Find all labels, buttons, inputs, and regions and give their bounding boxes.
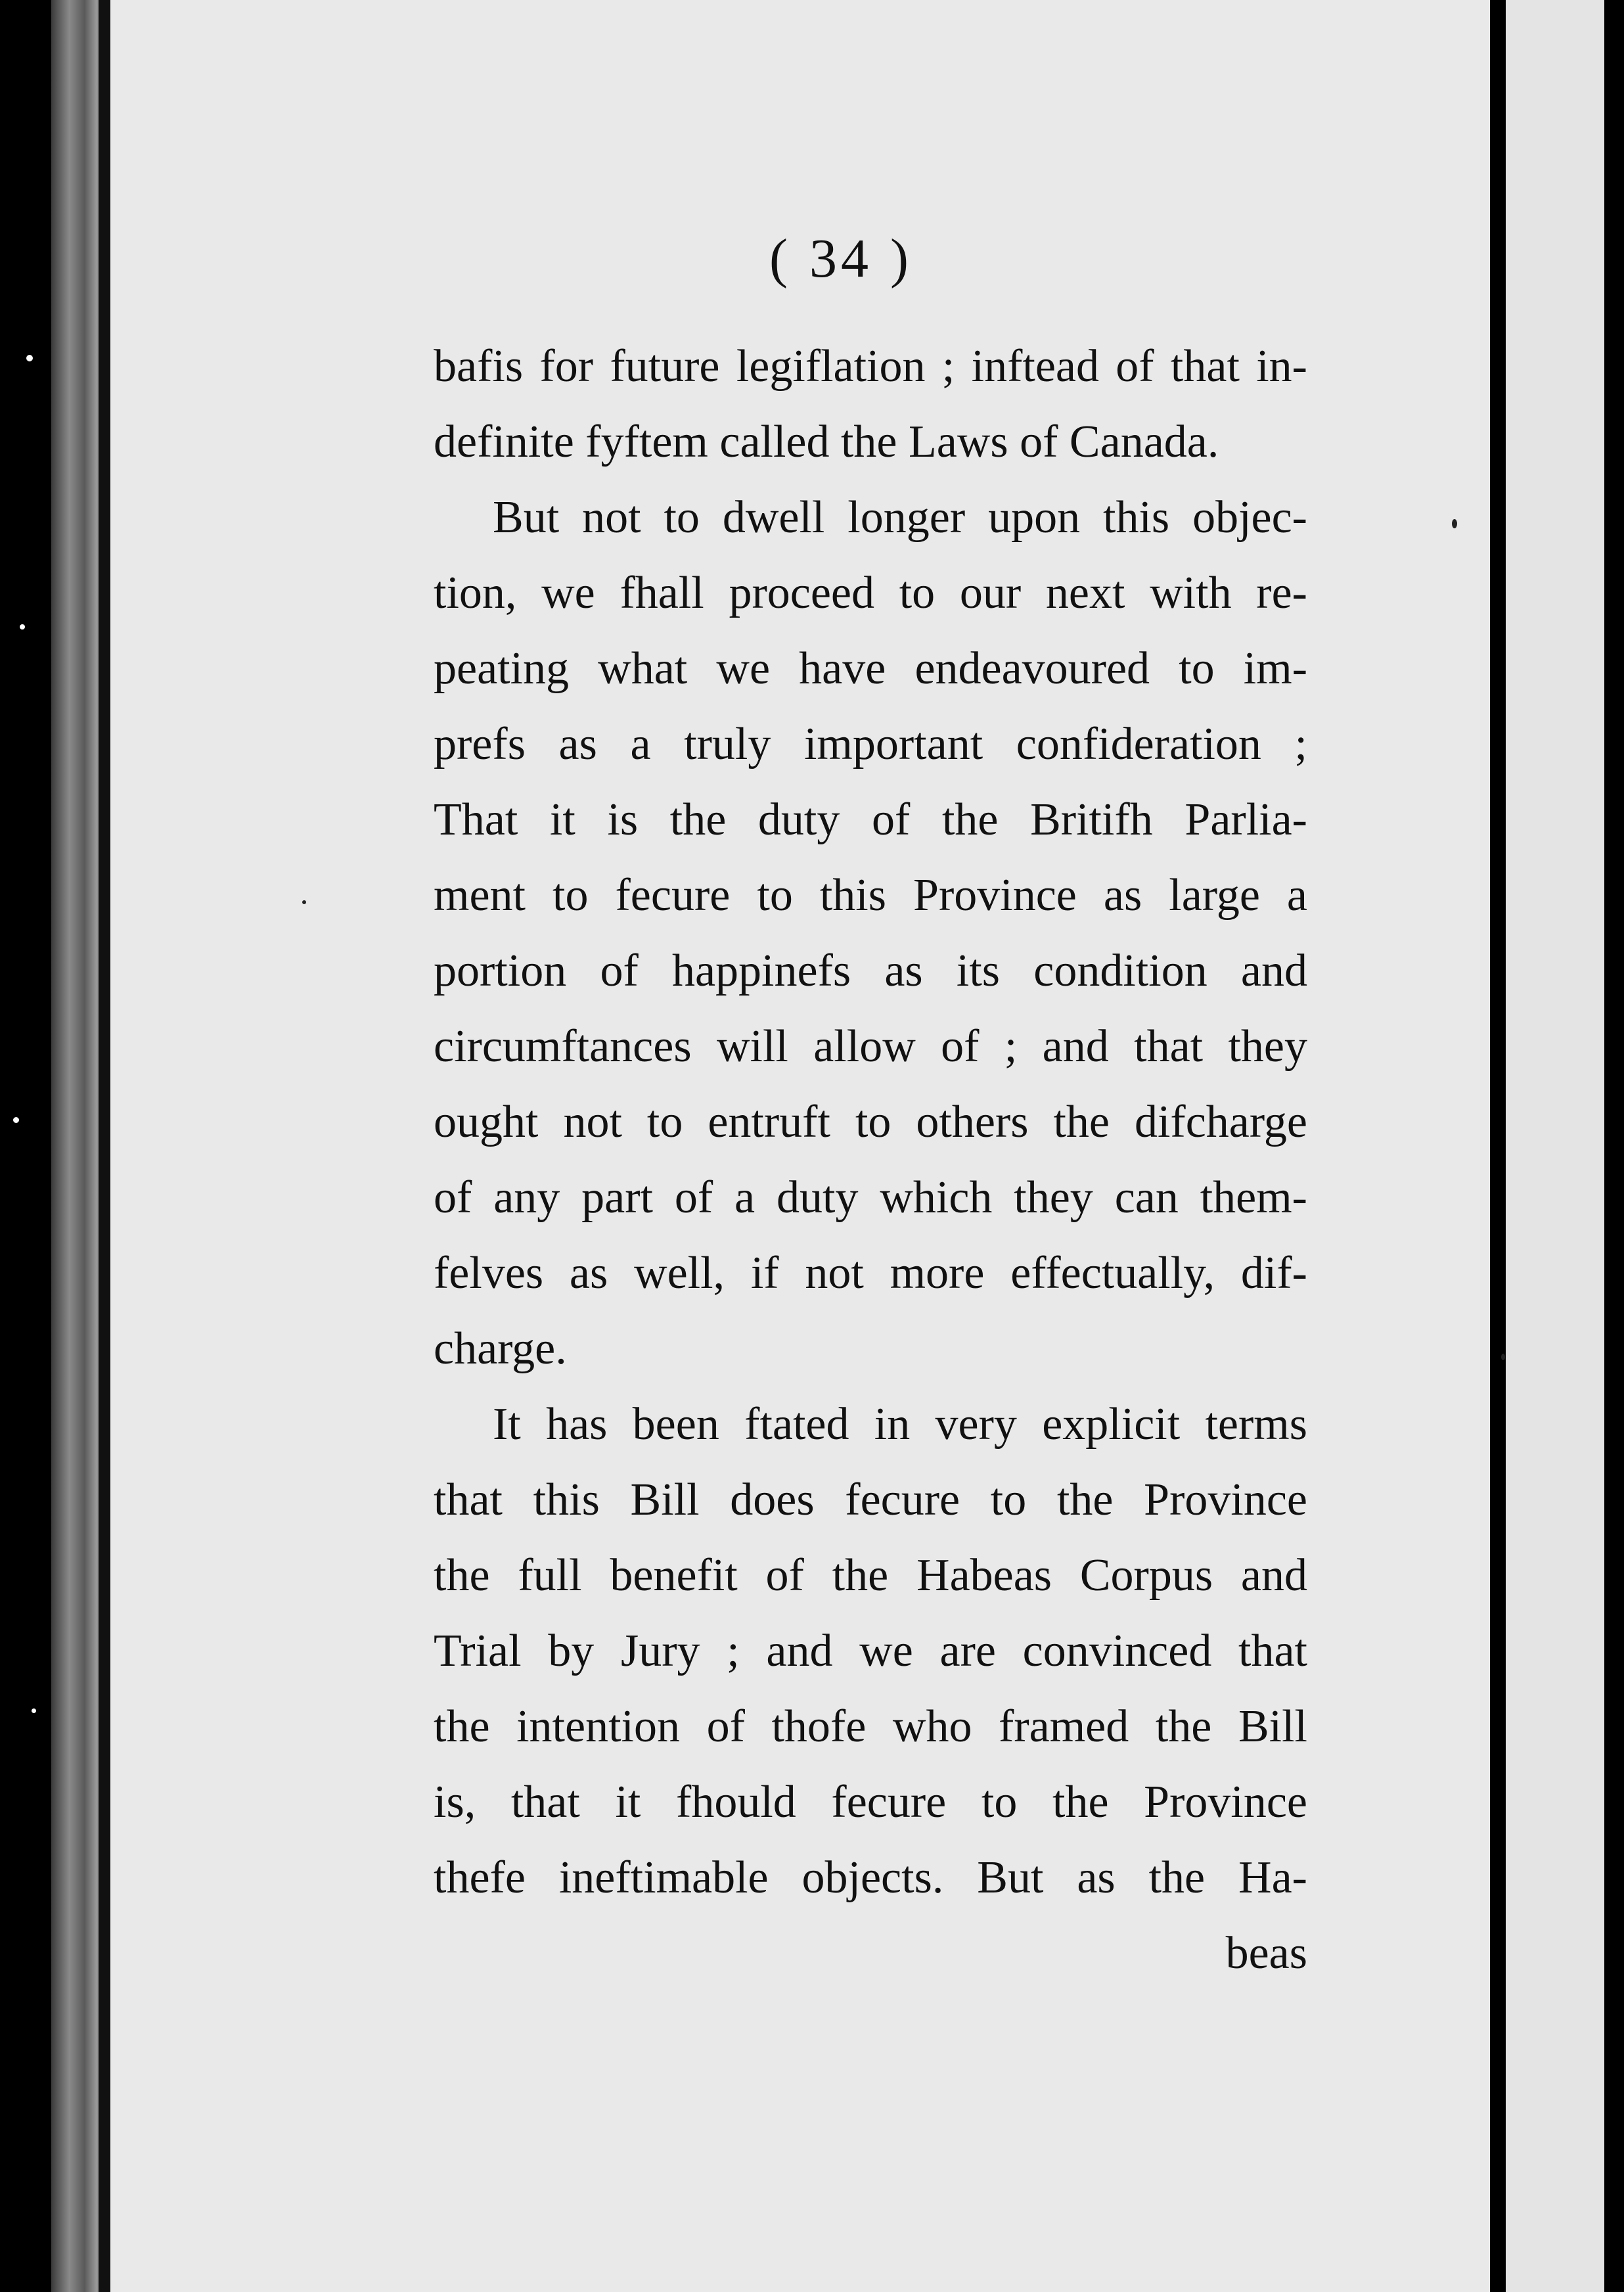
body-text (434, 329, 1307, 1991)
text-line: It has been ftated in very explicit terms (493, 1399, 1307, 1450)
text-line: definite fyftem called the Laws of Canada. (434, 417, 1219, 467)
text-line: that this Bill does fecure to the Province (434, 1475, 1307, 1525)
text-line: circumftances will allow of ; and that they (434, 1021, 1307, 1072)
catchword: beas (1225, 1928, 1307, 1979)
scan-speck (13, 1117, 19, 1123)
text-line: charge. (434, 1323, 567, 1374)
scan-speck (20, 624, 25, 630)
scan-speck (302, 900, 306, 904)
text-line: peating what we have endeavoured to im- (434, 643, 1307, 694)
text-line: But not to dwell longer upon this objec- (493, 492, 1307, 543)
text-line: portion of happinefs as its condition and (434, 946, 1307, 996)
text-line: tion, we fhall proceed to our next with re- (434, 568, 1307, 618)
scan-far-right-margin (1604, 0, 1624, 2292)
text-line: ought not to entruft to others the difcharge (434, 1097, 1307, 1147)
text-line: That it is the duty of the Britifh Parlia- (434, 794, 1307, 845)
scan-speck (1501, 1354, 1505, 1360)
spine-gutter (99, 0, 110, 2292)
scan-speck (1452, 519, 1457, 528)
text-line: prefs as a truly important confideration ; (434, 719, 1307, 769)
scan-left-margin (0, 0, 51, 2292)
text-line: is, that it fhould fecure to the Province (434, 1777, 1307, 1827)
scan-speck (26, 355, 33, 361)
text-line: Trial by Jury ; and we are convinced that (434, 1626, 1307, 1676)
scan-speck (32, 1708, 36, 1713)
text-line: felves as well, if not more effectually, dif- (434, 1248, 1307, 1298)
text-line: thefe ineftimable objects. But as the Ha- (434, 1852, 1307, 1903)
text-line: ment to fecure to this Province as large a (434, 870, 1307, 921)
next-page-edge (1506, 0, 1604, 2292)
scan-right-margin (1490, 0, 1506, 2292)
page-number: ( 34 ) (769, 228, 913, 289)
text-line: the intention of thofe who framed the Bill (434, 1701, 1307, 1752)
text-line: bafis for future legiflation ; inftead of that in- (434, 341, 1307, 392)
text-line: the full benefit of the Habeas Corpus and (434, 1550, 1307, 1601)
text-line: of any part of a duty which they can them- (434, 1172, 1307, 1223)
